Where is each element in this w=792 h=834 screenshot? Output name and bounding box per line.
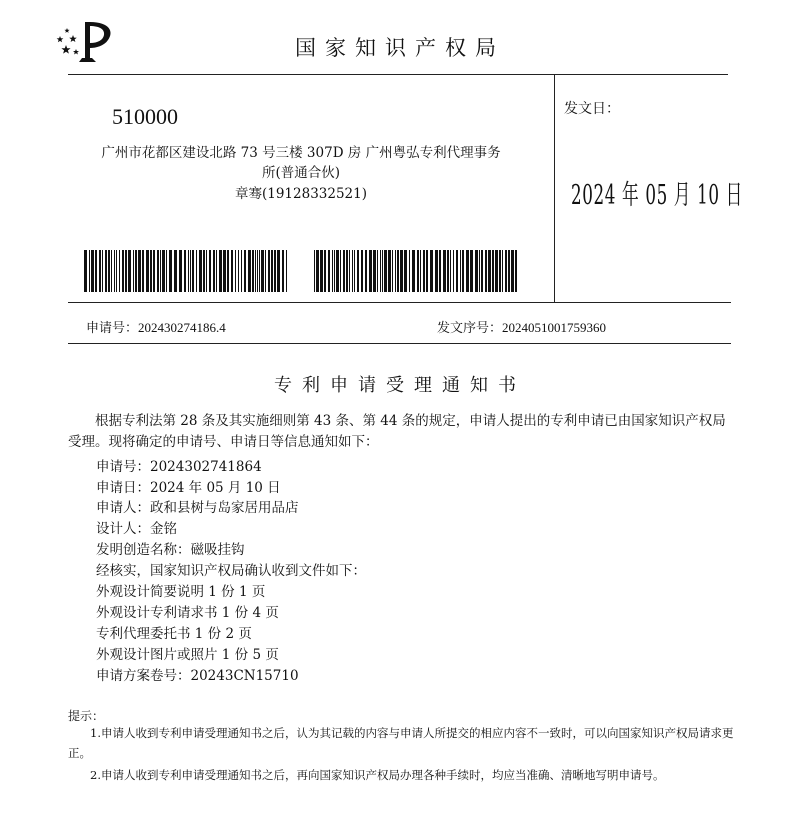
barcode-bar: [268, 250, 270, 292]
barcode-bar: [384, 250, 387, 292]
barcode-bar: [192, 250, 194, 292]
barcode-bar: [404, 250, 407, 292]
barcode-bar: [470, 250, 473, 292]
detail-line: 设计人：金铭: [96, 521, 177, 537]
agency-name: 国家知识产权局: [295, 36, 505, 60]
detail-line: 外观设计专利请求书 1 份 4 页: [96, 605, 279, 621]
send-date-label: 发文日：: [564, 101, 620, 117]
barcode-bar: [111, 250, 112, 292]
date-column-divider: [554, 75, 555, 303]
barcode-bar: [95, 250, 97, 292]
barcode-bar: [128, 250, 131, 292]
barcode-bar: [397, 250, 399, 292]
application-number-value: 202430274186.4: [138, 320, 226, 335]
barcode-bar: [357, 250, 359, 292]
barcode-bar: [252, 250, 254, 292]
barcode-bar: [257, 250, 258, 292]
barcode-bar: [352, 250, 353, 292]
barcode-bar: [91, 250, 94, 292]
barcode-bar: [135, 250, 137, 292]
barcode-bar: [142, 250, 144, 292]
barcode-bar: [508, 250, 510, 292]
detail-line: 申请人：政和县树与岛家居用品店: [96, 500, 299, 516]
barcode-bar: [332, 250, 333, 292]
barcode-bar: [314, 250, 315, 292]
application-number-row: [86, 317, 226, 336]
barcode-bar: [515, 250, 517, 292]
barcode-bar: [133, 250, 134, 292]
barcode-right: [314, 250, 518, 292]
barcode-bar: [119, 250, 120, 292]
serial-number-label: 发文序号：: [437, 321, 503, 336]
detail-line: 申请日：2024 年 05 月 10 日: [96, 480, 281, 496]
barcode-bar: [450, 250, 451, 292]
barcode-bar: [203, 250, 205, 292]
barcode-bar: [369, 250, 372, 292]
barcode-bar: [485, 250, 487, 292]
barcode-bar: [282, 250, 284, 292]
barcode-bar: [265, 250, 266, 292]
barcode-bar: [227, 250, 229, 292]
barcode-bar: [481, 250, 483, 292]
barcode-bar: [417, 250, 419, 292]
barcode-bar: [466, 250, 469, 292]
barcode-bar: [188, 250, 189, 292]
barcode-bar: [492, 250, 494, 292]
detail-line: 发明创造名称：磁吸挂钩: [96, 542, 245, 558]
barcode-bar: [206, 250, 207, 292]
detail-line: 申请号：2024302741864: [96, 459, 262, 475]
barcode-bar: [274, 250, 276, 292]
barcode-bar: [377, 250, 378, 292]
detail-line: 专利代理委托书 1 份 2 页: [96, 626, 252, 642]
serial-number-row: [437, 317, 606, 336]
barcode-bar: [443, 250, 446, 292]
header-divider: [68, 74, 728, 75]
barcode-bar: [271, 250, 273, 292]
barcode-bar: [336, 250, 339, 292]
barcode-bar: [179, 250, 182, 292]
barcode-bar: [255, 250, 256, 292]
notice-title: 专利申请受理通知书: [274, 375, 526, 396]
barcode-bar: [146, 250, 149, 292]
barcode-divider: [68, 302, 731, 303]
meta-divider: [68, 343, 731, 344]
barcode-bar: [89, 250, 90, 292]
barcode-bar: [286, 250, 287, 292]
barcode-bar: [395, 250, 396, 292]
barcode-bar: [488, 250, 491, 292]
tip-item: 1.申请人收到专利申请受理通知书之后，认为其记载的内容与申请人所提交的相应内容不一致时，可以向国家知识产权局请求更正。: [68, 726, 734, 760]
barcode-bar: [479, 250, 480, 292]
barcode-bar: [213, 250, 215, 292]
barcode-bar: [365, 250, 367, 292]
address-line-1: 广州市花都区建设北路 73 号三楼 307D 房 广州粤弘专利代理事务: [101, 145, 501, 161]
barcode-bar: [453, 250, 454, 292]
barcode-bar: [235, 250, 236, 292]
barcode-bar: [435, 250, 438, 292]
barcode-bar: [340, 250, 341, 292]
detail-line: 申请方案卷号：20243CN15710: [96, 668, 299, 684]
barcode-bar: [244, 250, 246, 292]
barcode-bar: [354, 250, 355, 292]
barcode-bar: [328, 250, 330, 292]
barcode-bar: [320, 250, 323, 292]
barcode-bar: [388, 250, 391, 292]
barcode-bar: [231, 250, 233, 292]
barcode-bar: [84, 250, 87, 292]
barcode-bar: [511, 250, 514, 292]
barcode-bar: [447, 250, 449, 292]
send-date-value: 2024 年 05 月 10 日: [571, 180, 743, 211]
barcode-bar: [400, 250, 403, 292]
barcode-bar: [114, 250, 115, 292]
barcode-bar: [380, 250, 381, 292]
barcode-bar: [153, 250, 155, 292]
barcode-bar: [160, 250, 161, 292]
barcode-bar: [166, 250, 167, 292]
barcode-bar: [238, 250, 239, 292]
barcode-bar: [324, 250, 326, 292]
barcode-bar: [108, 250, 110, 292]
barcode-bar: [462, 250, 464, 292]
barcode-bar: [216, 250, 217, 292]
barcode-bar: [430, 250, 433, 292]
barcode-bar: [105, 250, 107, 292]
barcode-bar: [343, 250, 345, 292]
barcode-bar: [223, 250, 226, 292]
barcode-bar: [241, 250, 242, 292]
detail-line: 外观设计简要说明 1 份 1 页: [96, 584, 266, 600]
tip-item: 2.申请人收到专利申请受理通知书之后，再向国家知识产权局办理各种手续时，均应当准确、清晰地写明申请号。: [90, 768, 665, 782]
barcode-bar: [277, 250, 280, 292]
postcode: 510000: [112, 104, 178, 129]
application-number-label: 申请号：: [86, 321, 139, 336]
barcode-bar: [174, 250, 177, 292]
barcode-bar: [412, 250, 415, 292]
barcode-bar: [426, 250, 428, 292]
barcode-bar: [346, 250, 348, 292]
barcode-bar: [138, 250, 141, 292]
barcode-bar: [99, 250, 101, 292]
barcode-bar: [150, 250, 152, 292]
barcode-bar: [334, 250, 335, 292]
barcode-bar: [102, 250, 103, 292]
barcode-bar: [373, 250, 376, 292]
barcode-bar: [349, 250, 350, 292]
notice-intro: 根据专利法第 28 条及其实施细则第 43 条、第 44 条的规定，申请人提出的专利申请已由国家知识产权局受理。现将确定的申请号、申请日等信息通知如下：: [68, 413, 726, 450]
barcode-bar: [162, 250, 165, 292]
barcode-bar: [316, 250, 319, 292]
address-line-2: 所(普通合伙): [261, 165, 341, 181]
barcode-bar: [209, 250, 211, 292]
serial-number-value: 2024051001759360: [502, 320, 607, 335]
barcode-bar: [502, 250, 503, 292]
barcode-bar: [456, 250, 458, 292]
tips-label: 提示：: [68, 709, 105, 723]
barcode-bar: [495, 250, 498, 292]
barcode-bar: [382, 250, 383, 292]
barcode-bar: [259, 250, 260, 292]
barcode-bar: [190, 250, 191, 292]
barcode-bar: [122, 250, 124, 292]
barcode-bar: [157, 250, 159, 292]
barcode-bar: [420, 250, 421, 292]
barcode-bar: [219, 250, 222, 292]
barcode-bar: [261, 250, 264, 292]
barcode-bar: [248, 250, 251, 292]
barcode-bar: [199, 250, 202, 292]
barcode-bar: [169, 250, 172, 292]
barcode-bar: [505, 250, 507, 292]
barcode-bar: [196, 250, 197, 292]
detail-line: 经核实，国家知识产权局确认收到文件如下：: [96, 563, 366, 579]
barcode-bar: [439, 250, 441, 292]
barcode-bar: [184, 250, 186, 292]
detail-line: 外观设计图片或照片 1 份 5 页: [96, 647, 279, 663]
barcode-bar: [409, 250, 410, 292]
barcode-bar: [392, 250, 393, 292]
barcode-bar: [125, 250, 127, 292]
recipient-contact: 章骞(19128332521): [234, 186, 367, 202]
barcode-left: [84, 250, 290, 292]
barcode-bar: [361, 250, 363, 292]
barcode-bar: [116, 250, 117, 292]
barcode-bar: [475, 250, 478, 292]
barcode-bar: [460, 250, 461, 292]
barcode-bar: [423, 250, 425, 292]
barcode-bar: [499, 250, 501, 292]
